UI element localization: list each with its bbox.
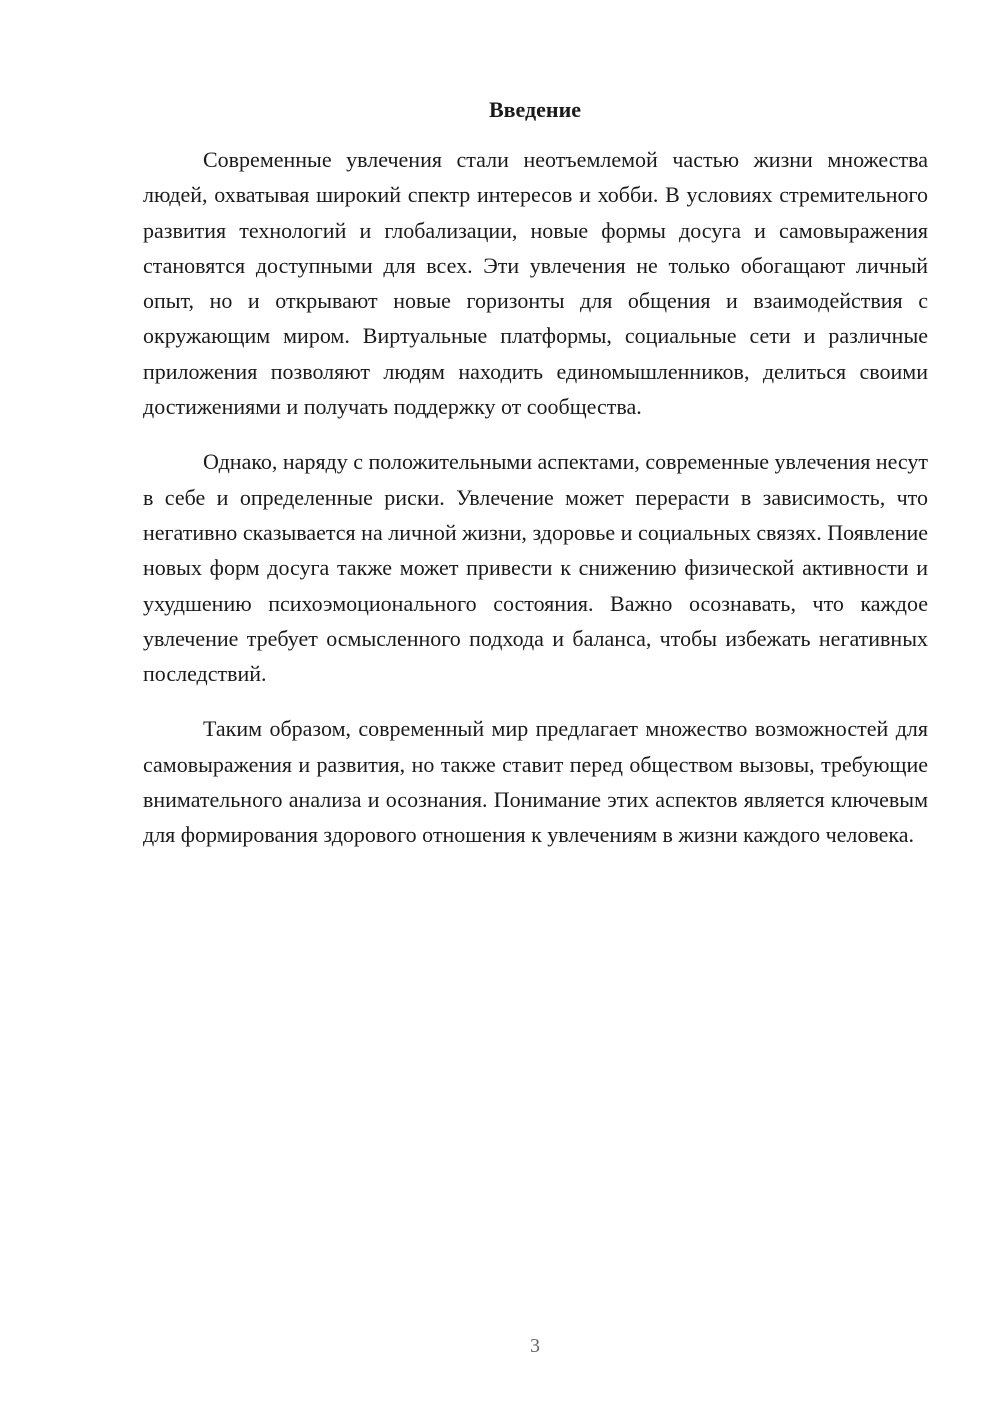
paragraph-3: Таким образом, современный мир предлагает множество возможностей для самовыражения и развития, но также ставит перед обществом вызовы, требующие внимательного анализа и осознания. Понимание этих аспектов является ключевым для формирования здорового отношения к увлечениям в жизни каждого человека.: [143, 716, 928, 848]
body-text: [143, 142, 928, 873]
section-heading: Введение: [488, 97, 582, 122]
paragraph-1: Современные увлечения стали неотъемлемой частью жизни множества людей, охватывая широкий спектр интересов и хобби. В условиях стремительного развития технологий и глобализации, новые формы досуга и самовыражения становятся доступными для всех. Эти увлечения не только обогащают личный опыт, но и открывают новые горизонты для общения и взаимодействия с окружающим миром. Виртуальные платформы, социальные сети и различные приложения позволяют людям находить единомышленников, делиться своими достижениями и получать поддержку от сообщества.: [143, 147, 928, 420]
paragraph-2: Однако, наряду с положительными аспектами, современные увлечения несут в себе и определенные риски. Увлечение может перерасти в зависимость, что негативно сказывается на личной жизни, здоровье и социальных связях. Появление новых форм досуга также может привести к снижению физической активности и ухудшению психоэмоционального состояния. Важно осознавать, что каждое увлечение требует осмысленного подхода и баланса, чтобы избежать негативных последствий.: [143, 449, 929, 687]
page-number: 3: [530, 1335, 540, 1357]
